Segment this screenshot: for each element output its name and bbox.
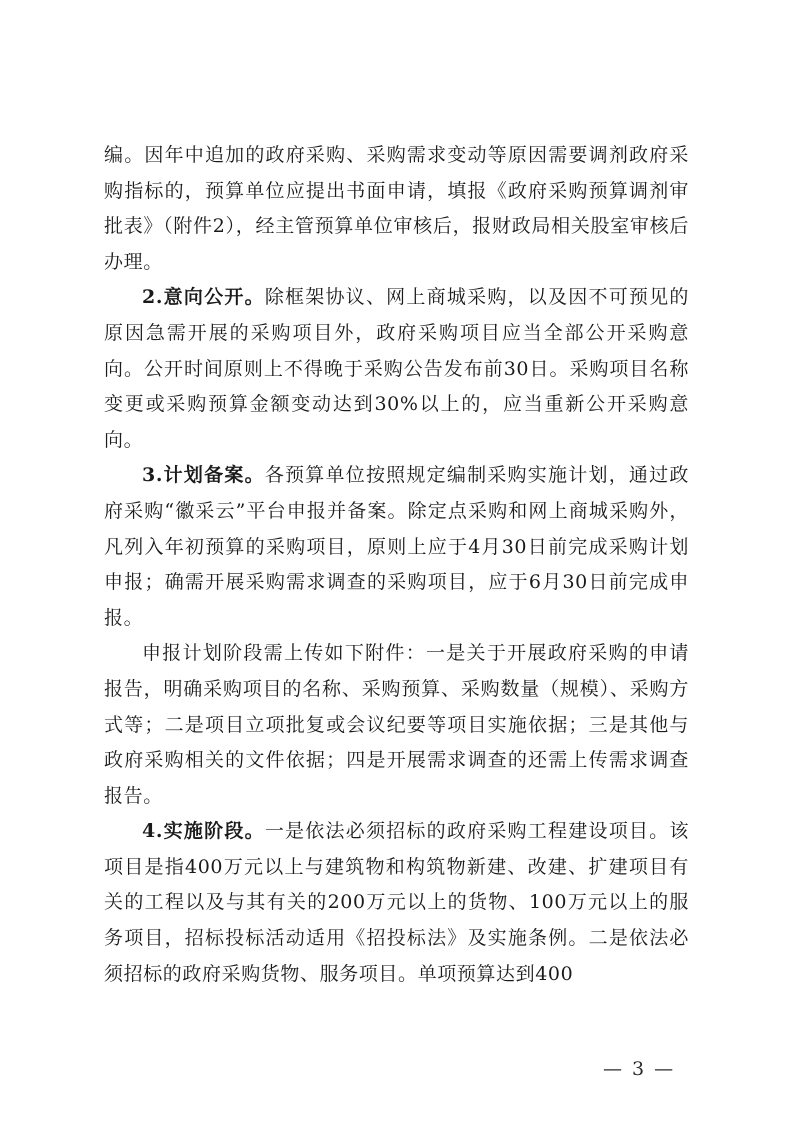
paragraph-implementation	[104, 814, 689, 992]
paragraph-plan-filing	[104, 458, 689, 636]
paragraph-text: 申报计划阶段需上传如下附件：一是关于开展政府采购的申请报告，明确采购项目的名称、采购预算、采购数量（规模）、采购方式等；二是项目立项批复或会议纪要等项目实施依据；三是其他与政府采购相关的文件依据；四是开展需求调查的还需上传需求调查报告。	[104, 642, 689, 807]
paragraph-intent-disclosure	[104, 280, 689, 458]
paragraph-attachments	[104, 636, 689, 814]
paragraph-text: 一是依法必须招标的政府采购工程建设项目。该项目是指400万元以上与建筑物和构筑物新建、改建、扩建项目有关的工程以及与其有关的200万元以上的货物、100万元以上的服务项目，招标投标活动适用《招投标法》及实施条例。二是依法必须招标的政府采购货物、服务项目。单项预算达到400	[104, 820, 689, 985]
document-body	[104, 138, 689, 992]
section-heading-implementation: 4.实施阶段。	[142, 820, 265, 843]
paragraph-text: 各预算单位按照规定编制采购实施计划，通过政府采购“徽采云”平台申报并备案。除定点采购和网上商城采购外，凡列入年初预算的采购项目，原则上应于4月30日前完成采购计划申报；确需开展采购需求调查的采购项目，应于6月30日前完成申报。	[104, 464, 689, 629]
paragraph-text: 除框架协议、网上商城采购，以及因不可预见的原因急需开展的采购项目外，政府采购项目应当全部公开采购意向。公开时间原则上不得晚于采购公告发布前30日。采购项目名称变更或采购预算金额变动达到30%以上的，应当重新公开采购意向。	[104, 286, 689, 451]
paragraph-text: 编。因年中追加的政府采购、采购需求变动等原因需要调剂政府采购指标的，预算单位应提出书面申请，填报《政府采购预算调剂审批表》（附件2），经主管预算单位审核后，报财政局相关股室审核后办理。	[104, 144, 689, 273]
section-heading-plan-filing: 3.计划备案。	[142, 464, 265, 487]
section-heading-intent-disclosure: 2.意向公开。	[142, 286, 265, 309]
paragraph-budget-adjustment	[104, 138, 689, 280]
page-number: — 3 —	[603, 1058, 676, 1080]
